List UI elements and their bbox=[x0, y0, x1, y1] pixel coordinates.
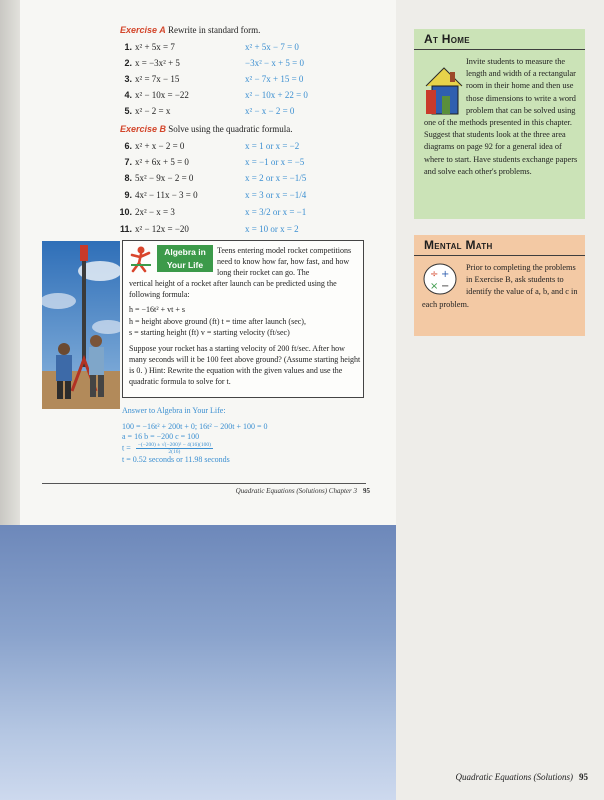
variable-definitions-2: s = starting height (ft) v = starting velocity (ft/sec) bbox=[129, 328, 290, 337]
answer-line-3: t = $\frac{\text{−(−200) ± √(−200)² − 4(16)(100)}}{2(16)}$ bbox=[122, 442, 211, 455]
at-home-title: At Home bbox=[414, 29, 585, 50]
answer-9: x = 3 or x = −1/4 bbox=[245, 190, 307, 200]
answer-heading: Answer to Algebra in Your Life: bbox=[122, 406, 226, 415]
algebra-intro-text: Teens entering model rocket competitions need to know how far, how fast, and how long their rocket can go. The bbox=[217, 246, 352, 277]
runner-icon bbox=[129, 245, 153, 273]
svg-text:×: × bbox=[430, 281, 439, 292]
footer-rule bbox=[42, 483, 366, 484]
answer-1: x² + 5x − 7 = 0 bbox=[245, 42, 299, 52]
answer-6: x = 1 or x = −2 bbox=[245, 141, 300, 151]
rocket-formula: h = −16t² + vt + s bbox=[129, 305, 186, 314]
answer-line-1: 100 = −16t² + 200t + 0; 16t² − 200t + 100 = 0 bbox=[122, 422, 268, 431]
math-operations-icon bbox=[422, 262, 458, 296]
algebra-answer-section bbox=[122, 406, 364, 465]
algebra-badge bbox=[129, 245, 211, 275]
blue-background-band bbox=[0, 525, 396, 800]
exercise-b-title: Exercise B bbox=[120, 124, 167, 134]
exercise-b-instruction: Solve using the quadratic formula. bbox=[168, 124, 293, 134]
svg-text:+: + bbox=[441, 269, 450, 280]
answer-3: x² − 7x + 15 = 0 bbox=[245, 74, 304, 84]
problem-9: 9. 4x² − 11x − 3 = 0 bbox=[124, 190, 198, 200]
svg-text:−: − bbox=[441, 281, 450, 292]
exercise-b-heading bbox=[120, 124, 293, 134]
problem-3: 3. x² = 7x − 15 bbox=[124, 74, 180, 84]
problem-8: 8. 5x² − 9x − 2 = 0 bbox=[124, 173, 194, 183]
problem-2: 2. x = −3x² + 5 bbox=[124, 58, 180, 68]
problem-11: 11. x² − 12x = −20 bbox=[119, 224, 189, 234]
answer-10: x = 3/2 or x = −1 bbox=[245, 207, 307, 217]
problem-5: 5. x² − 2 = x bbox=[124, 106, 171, 116]
algebra-intro-continued: vertical height of a rocket after launch can be predicted using the following formula: bbox=[129, 279, 337, 299]
variable-definitions-1: h = height above ground (ft) t = time after launch (sec), bbox=[129, 317, 306, 326]
answer-2: −3x² − x + 5 = 0 bbox=[245, 58, 305, 68]
at-home-box bbox=[414, 29, 585, 219]
rocket-photo-illustration bbox=[42, 241, 120, 409]
mental-math-body: ÷ + × − Prior to completing the problems in Exercise B, ask students to identify the value of a, b, and c in each problem. bbox=[422, 263, 578, 309]
exercise-a-instruction: Rewrite in standard form. bbox=[167, 25, 261, 35]
problem-6: 6. x² + x − 2 = 0 bbox=[124, 141, 185, 151]
answer-8: x = 2 or x = −1/5 bbox=[245, 173, 307, 183]
house-icon bbox=[424, 56, 464, 116]
answer-4: x² − 10x + 22 = 0 bbox=[245, 90, 308, 100]
problem-7: 7. x² + 6x + 5 = 0 bbox=[124, 157, 189, 167]
page-footer: Quadratic Equations (Solutions) 95 bbox=[455, 772, 588, 782]
answer-7: x = −1 or x = −5 bbox=[245, 157, 305, 167]
problem-4: 4. x² − 10x = −22 bbox=[124, 90, 189, 100]
answer-line-2: a = 16 b = −200 c = 100 bbox=[122, 432, 200, 441]
exercise-a-heading bbox=[120, 25, 260, 35]
exercise-a-title: Exercise A bbox=[120, 25, 166, 35]
svg-text:÷: ÷ bbox=[430, 269, 439, 280]
problem-1: 1. x² + 5x = 7 bbox=[124, 42, 175, 52]
algebra-badge-title: Algebra in Your Life bbox=[157, 245, 213, 272]
answer-11: x = 10 or x = 2 bbox=[245, 224, 299, 234]
rocket-problem-text: Suppose your rocket has a starting velocity of 200 ft/sec. After how many seconds will it be 100 feet above ground? (Assume starting height is 0. ) Hint: Rewrite the equation with the given values and use the quadratic formula to solve for t. bbox=[129, 344, 361, 386]
mental-math-box bbox=[414, 235, 585, 336]
quadratic-formula-fraction: $\frac{\text{−(−200) ± √(−200)² − 4(16)(100)}}{2(16)}$ bbox=[137, 442, 211, 455]
problem-10: 10. 2x² − x = 3 bbox=[119, 207, 175, 217]
rocket-launch-photo bbox=[42, 241, 120, 409]
answer-5: x² − x − 2 = 0 bbox=[245, 106, 295, 116]
algebra-in-your-life-box bbox=[122, 240, 364, 398]
answer-line-4: t = 0.52 seconds or 11.98 seconds bbox=[122, 455, 230, 464]
student-page-footer: Quadratic Equations (Solutions) Chapter 3 95 bbox=[235, 487, 370, 495]
at-home-body: Invite students to measure the length and width of a rectangular room in their home and then use those dimensions to write a word problem that can be solved using one of the methods presented in this chapter. Suggest that students look at the three area diagrams on page 92 for a general idea of where to start. Have students exchange papers and solve each other's problems. bbox=[424, 57, 578, 176]
mental-math-title: Mental Math bbox=[414, 235, 585, 256]
